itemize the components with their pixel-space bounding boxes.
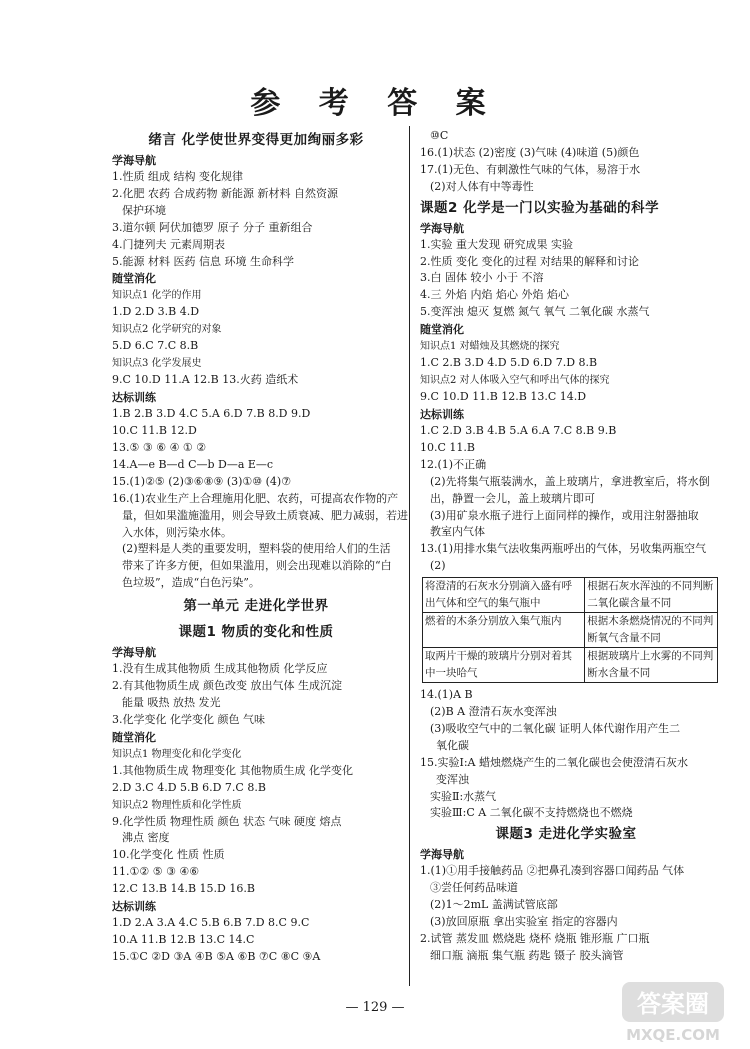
answer-line: 13.(1)用排水集气法收集两瓶呼出的气体，另收集两瓶空气 <box>420 542 707 556</box>
answer-line: 2.D 3.C 4.D 5.B 6.D 7.C 8.B <box>112 780 266 794</box>
answer-line: 5.变浑浊 熄灭 复燃 氮气 氧气 二氧化碳 水蒸气 <box>420 305 650 319</box>
table-row <box>423 578 718 613</box>
subsection-label: 学海导航 <box>420 848 464 862</box>
answer-line-continued: 实验Ⅱ:水蒸气 <box>430 789 497 803</box>
column-divider <box>409 126 410 986</box>
subsection-label: 学海导航 <box>112 646 156 660</box>
answer-line-continued: (3)吸收空气中的二氧化碳 证明人体代谢作用产生二 <box>430 721 681 735</box>
answer-line-continued: 实验Ⅲ:C A 二氧化碳不支持燃烧也不燃烧 <box>430 806 633 820</box>
answer-line: 5.能源 材料 医药 信息 环境 生命科学 <box>112 254 294 268</box>
answer-line-continued: 沸点 密度 <box>122 831 170 845</box>
answer-line: 16.(1)状态 (2)密度 (3)气味 (4)味道 (5)颜色 <box>420 145 640 159</box>
answer-line: 15.实验Ⅰ:A 蜡烛燃烧产生的二氧化碳也会使澄清石灰水 <box>420 755 688 769</box>
table-cell-method: 将澄清的石灰水分别滴入盛有呼出气体和空气的集气瓶中 <box>423 578 585 613</box>
table-row <box>423 648 718 683</box>
page-title: 参 考 答 案 <box>250 86 500 121</box>
answer-line-continued: 教室内气体 <box>430 525 485 539</box>
answer-line: 2.性质 变化 变化的过程 对结果的解释和讨论 <box>420 254 639 268</box>
knowledge-point-label: 知识点3 化学发展史 <box>112 358 202 370</box>
subsection-label: 达标训练 <box>112 900 156 914</box>
answer-line: 10.化学变化 性质 性质 <box>112 848 225 862</box>
answer-line-continued: (3)放回原瓶 拿出实验室 指定的容器内 <box>430 915 618 929</box>
answer-line: 16.(1)农业生产上合理施用化肥、农药，可提高农作物的产 <box>112 491 399 505</box>
subsection-label: 随堂消化 <box>420 323 464 337</box>
answer-line: 2.化肥 农药 合成药物 新能源 新材料 自然资源 <box>112 186 338 200</box>
left-column <box>112 128 408 966</box>
knowledge-point-label: 知识点2 物理性质和化学性质 <box>112 799 242 811</box>
knowledge-point-label: 知识点2 化学研究的对象 <box>112 324 222 336</box>
answer-line: 5.D 6.C 7.C 8.B <box>112 339 199 353</box>
answer-line-continued: (2)1～2mL 盖满试管底部 <box>430 898 558 912</box>
answer-line-continued: 出，静置一会儿，盖上玻璃片即可 <box>430 491 595 505</box>
knowledge-point-label: 知识点1 物理变化和化学变化 <box>112 748 242 760</box>
answer-line: 10.A 11.B 12.B 13.C 14.C <box>112 933 255 946</box>
unit-heading: 第一单元 走进化学世界 <box>183 598 329 615</box>
answer-line-continued: (2)B A 澄清石灰水变浑浊 <box>430 705 557 719</box>
answer-line: 4.门捷列夫 元素周期表 <box>112 237 225 251</box>
answer-line: 10.C 11.B <box>420 440 475 454</box>
table-cell-conclusion: 根据玻璃片上水雾的不同判断水含量不同 <box>585 648 718 683</box>
right-column-top <box>420 128 712 575</box>
answer-line: 9.化学性质 物理性质 颜色 状态 气味 硬度 熔点 <box>112 814 342 828</box>
answer-line: 1.B 2.B 3.D 4.C 5.A 6.D 7.B 8.D 9.D <box>112 407 311 421</box>
subsection-label: 达标训练 <box>112 391 156 405</box>
section-heading: 课题2 化学是一门以实验为基础的科学 <box>420 199 660 216</box>
watermark-logo <box>618 976 728 1046</box>
section-heading: 绪言 化学使世界变得更加绚丽多彩 <box>148 132 364 148</box>
knowledge-point-label: 知识点1 化学的作用 <box>112 290 202 302</box>
answer-line-continued: ⑩C <box>430 129 449 142</box>
answer-line: 3.道尔顿 阿伏加德罗 原子 分子 重新组合 <box>112 220 313 234</box>
answer-line: 1.C 2.B 3.D 4.D 5.D 6.D 7.D 8.B <box>420 356 598 370</box>
subsection-label: 学海导航 <box>112 154 156 167</box>
table-cell-method: 燃着的木条分别放入集气瓶内 <box>423 613 585 648</box>
answer-line-continued: 细口瓶 滴瓶 集气瓶 药匙 镊子 胶头滴管 <box>430 948 624 962</box>
subsection-label: 达标训练 <box>420 407 464 421</box>
answer-line-continued: ③尝任何药品味道 <box>430 881 518 895</box>
section-heading: 课题1 物质的变化和性质 <box>178 624 334 641</box>
answer-line-continued: 带来了许多方便，但如果滥用，则会出现难以消除的“白 <box>122 559 392 573</box>
answer-line-continued: 色垃圾”，造成“白色污染”。 <box>122 576 260 590</box>
answer-line: 17.(1)无色、有刺激性气味的气体，易溶于水 <box>420 162 641 176</box>
answer-line: 4.三 外焰 内焰 焰心 外焰 焰心 <box>420 288 569 302</box>
table-row <box>423 613 718 648</box>
section-heading: 课题3 走进化学实验室 <box>495 826 637 843</box>
table-cell-conclusion: 根据石灰水浑浊的不同判断二氧化碳含量不同 <box>585 578 718 613</box>
answer-line: 9.C 10.D 11.B 12.B 13.C 14.D <box>420 390 587 404</box>
answer-line: 14.A—e B—d C—b D—a E—c <box>112 457 274 471</box>
svg-text:MXQE.COM: MXQE.COM <box>626 1026 720 1044</box>
right-column <box>420 128 712 965</box>
answer-line: 14.(1)A B <box>420 688 473 702</box>
answer-line: 15.①C ②D ③A ④B ⑤A ⑥B ⑦C ⑧C ⑨A <box>112 949 321 963</box>
answer-line-continued: 量，但如果滥施滥用，则会导致土质衰减、肥力减弱，若进 <box>122 508 408 522</box>
svg-text:答案圈: 答案圈 <box>637 990 709 1018</box>
answer-table <box>422 577 718 683</box>
answer-line-continued: 能量 吸热 放热 发光 <box>122 695 221 709</box>
right-column-bottom <box>420 687 712 965</box>
answer-line: 1.性质 组成 结构 变化规律 <box>112 170 243 183</box>
answer-line: 10.C 11.B 12.D <box>112 424 197 438</box>
subsection-label: 学海导航 <box>420 221 464 235</box>
subsection-label: 随堂消化 <box>112 272 156 286</box>
answer-line: 2.试管 蒸发皿 燃烧匙 烧杯 烧瓶 锥形瓶 广口瓶 <box>420 932 650 945</box>
answer-line-continued: (2)对人体有中等毒性 <box>430 179 534 193</box>
answer-line: 1.其他物质生成 物理变化 其他物质生成 化学变化 <box>112 763 353 777</box>
answer-line: 1.C 2.D 3.B 4.B 5.A 6.A 7.C 8.B 9.B <box>420 423 617 437</box>
page-number: — 129 — <box>345 1000 405 1015</box>
answer-line-continued: (2)先将集气瓶装满水，盖上玻璃片，拿进教室后，将水倒 <box>430 474 710 488</box>
answer-line-continued: (3)用矿泉水瓶子进行上面同样的操作，或用注射器抽取 <box>430 508 699 522</box>
answer-line-continued: 入水体，则污染水体。 <box>122 525 232 539</box>
subsection-label: 随堂消化 <box>112 730 156 744</box>
answer-line: 15.(1)②⑤ (2)③⑥⑧⑨ (3)①⑩ (4)⑦ <box>112 474 292 488</box>
table-cell-method: 取两片干燥的玻璃片分别对着其中一块哈气 <box>423 648 585 683</box>
answer-line: 1.D 2.A 3.A 4.C 5.B 6.B 7.D 8.C 9.C <box>112 916 310 930</box>
answer-line: 12.C 13.B 14.B 15.D 16.B <box>112 882 255 896</box>
answer-line: 3.白 固体 较小 小于 不溶 <box>420 271 544 285</box>
knowledge-point-label: 知识点1 对蜡烛及其燃烧的探究 <box>420 341 560 353</box>
answer-line: 1.D 2.D 3.B 4.D <box>112 305 200 319</box>
answer-line: 9.C 10.D 11.A 12.B 13.火药 造纸术 <box>112 373 299 387</box>
answer-line: 11.①② ⑤ ③ ④⑥ <box>112 865 200 879</box>
answer-line: 13.⑤ ③ ⑥ ④ ① ② <box>112 440 207 454</box>
answer-line-continued: 保护环境 <box>122 203 166 217</box>
answer-line: 1.没有生成其他物质 生成其他物质 化学反应 <box>112 662 328 676</box>
answer-line: 12.(1)不正确 <box>420 457 487 471</box>
answer-line-continued: (2) <box>430 559 446 573</box>
answer-line: 1.(1)①用手接触药品 ②把鼻孔凑到容器口闻药品 气体 <box>420 864 685 878</box>
answer-line-continued: 变浑浊 <box>436 772 469 786</box>
answer-line: 2.有其他物质生成 颜色改变 放出气体 生成沉淀 <box>112 679 342 693</box>
answer-line: 1.实验 重大发现 研究成果 实验 <box>420 237 573 251</box>
knowledge-point-label: 知识点2 对人体吸入空气和呼出气体的探究 <box>420 375 610 387</box>
answer-line-continued: 氧化碳 <box>436 738 469 752</box>
answer-line: 3.化学变化 化学变化 颜色 气味 <box>112 712 265 726</box>
table-cell-conclusion: 根据木条燃烧情况的不同判断氧气含量不同 <box>585 613 718 648</box>
answer-line-continued: (2)塑料是人类的重要发明，塑料袋的使用给人们的生活 <box>122 542 391 556</box>
